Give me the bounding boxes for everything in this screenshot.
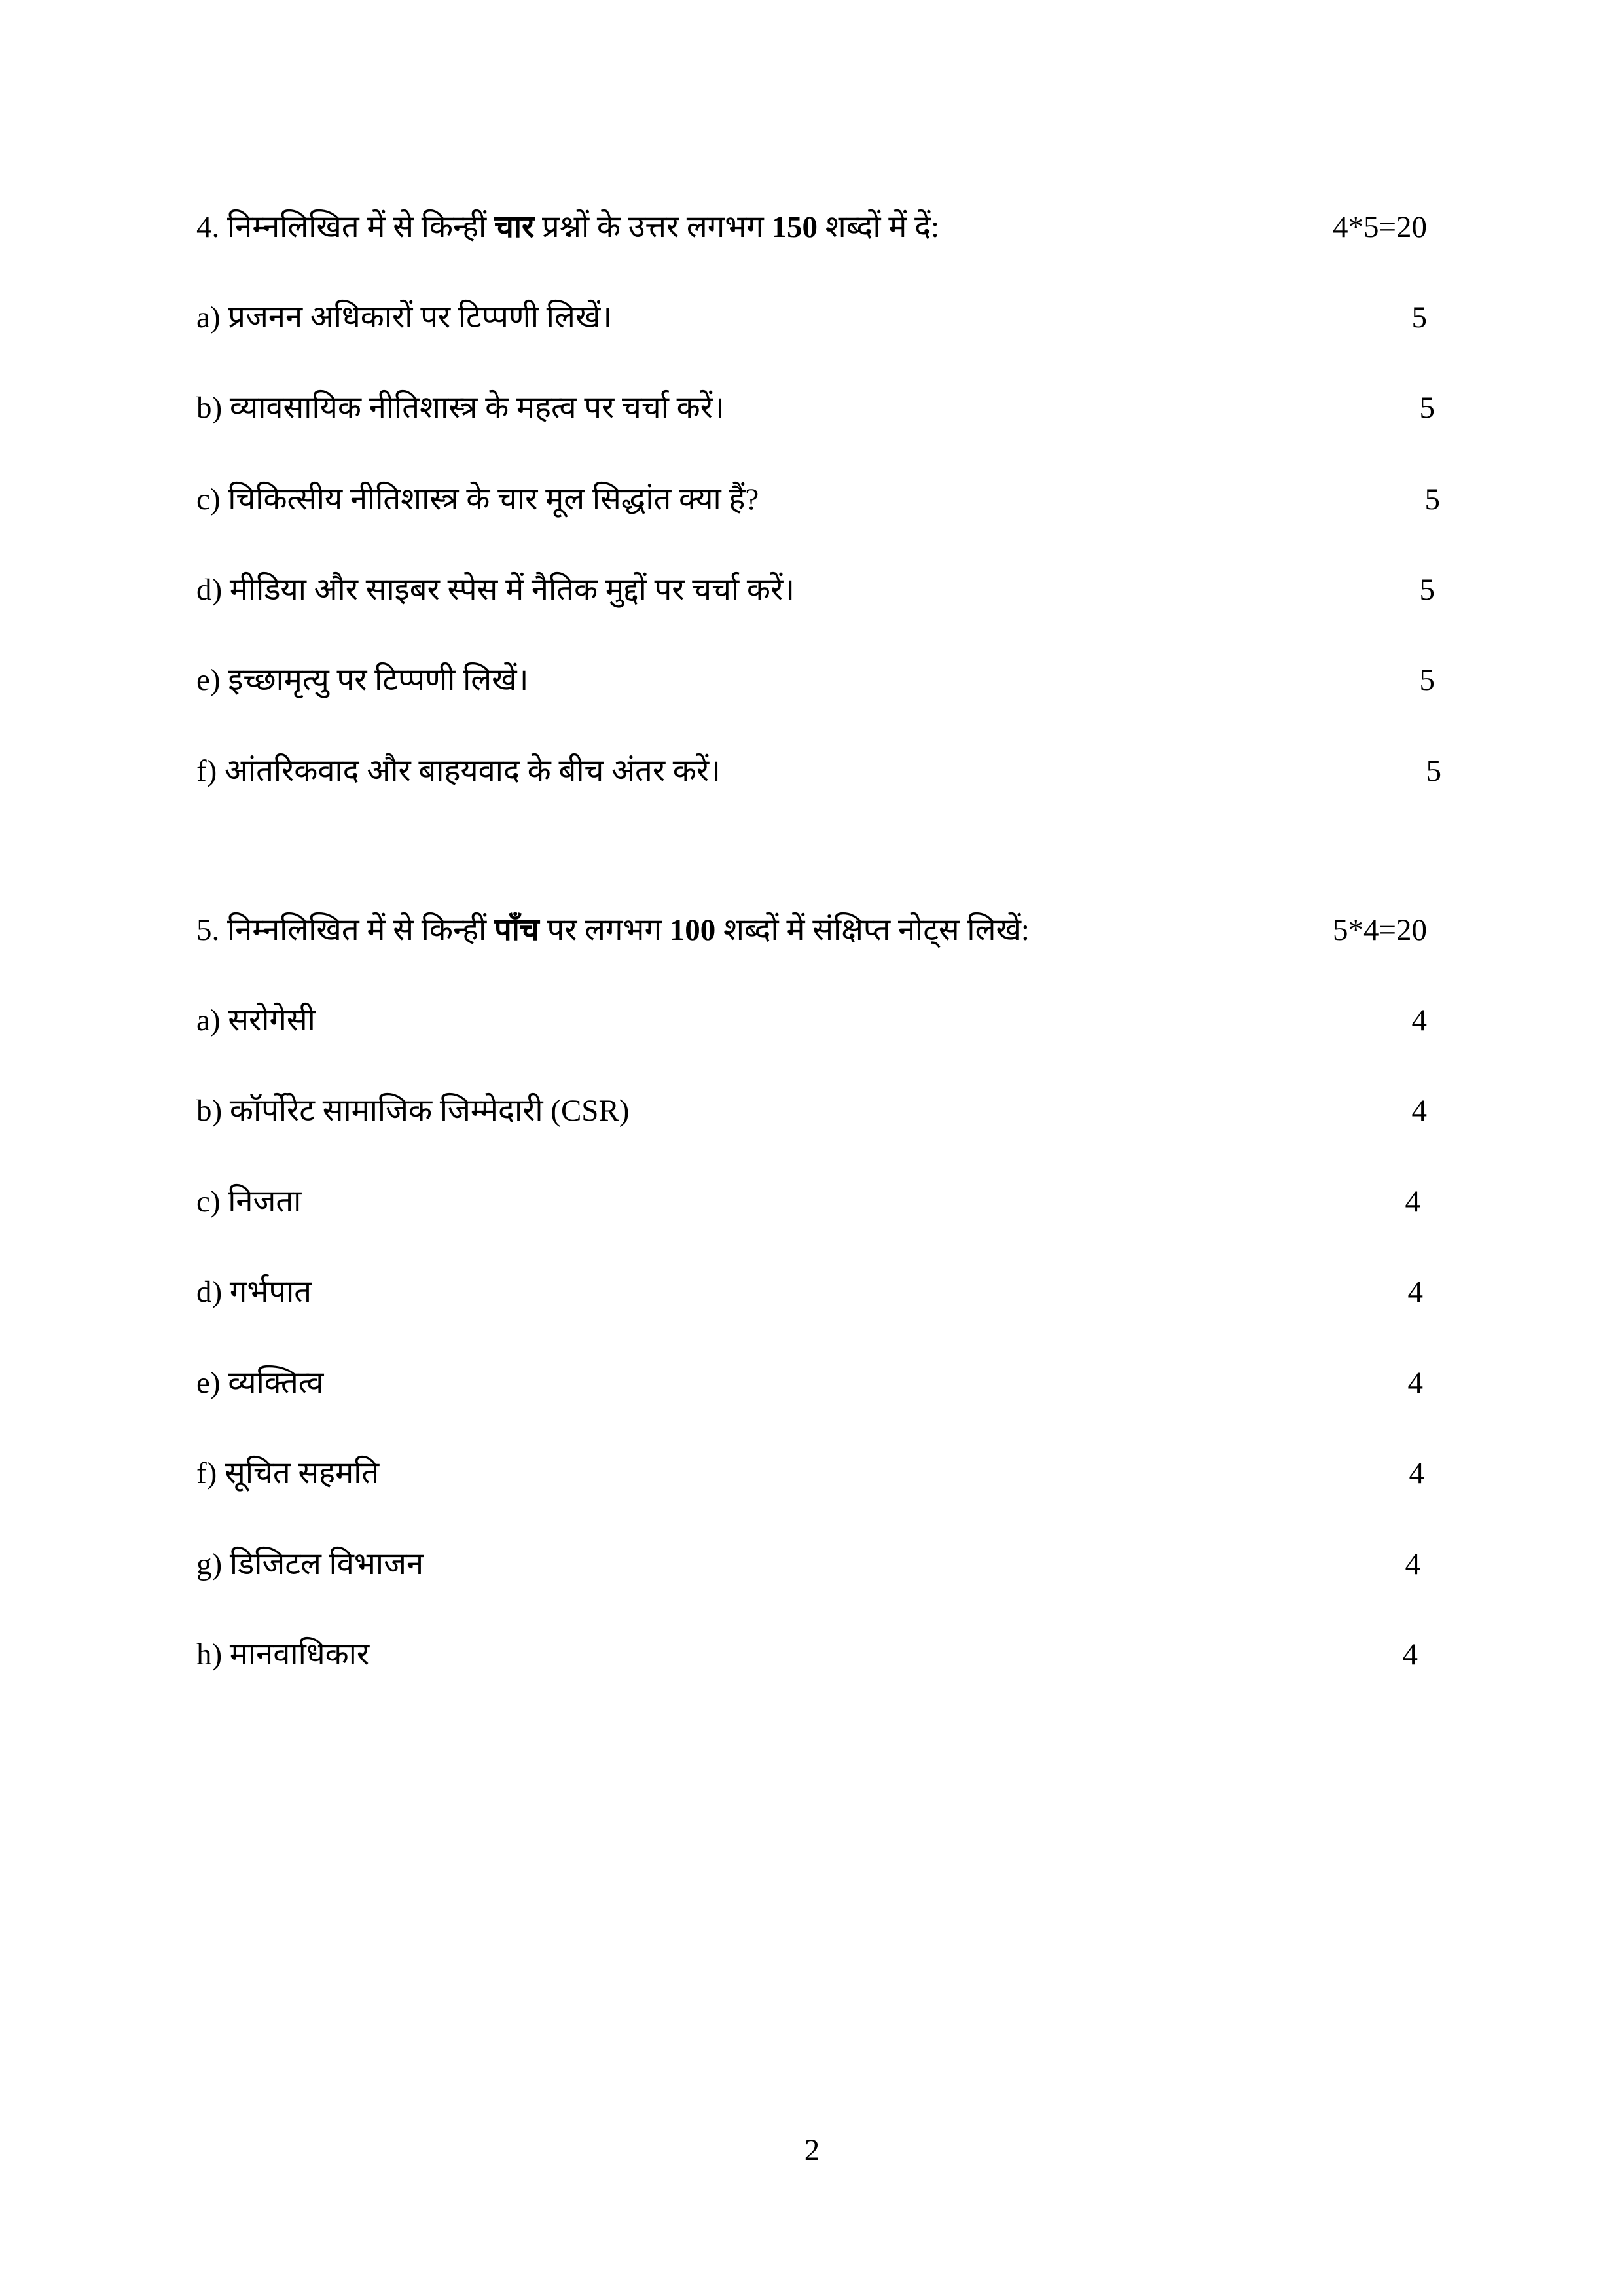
question-5d-marks: 4 [1407,1275,1423,1309]
question-4f-marks: 5 [1426,754,1441,788]
question-5d-text: d) गर्भपात [196,1275,312,1309]
list-item [0,288,1624,347]
question-5b-marks: 4 [1411,1094,1427,1128]
list-item [0,378,1624,437]
question-4b-marks: 5 [1419,391,1435,425]
question-5f-marks: 4 [1409,1456,1424,1490]
question-5g-text: g) डिजिटल विभाजन [196,1547,424,1581]
question-5c-marks: 4 [1405,1185,1420,1219]
question-5-marks: 5*4=20 [1332,913,1427,947]
page-number: 2 [804,2133,820,2167]
question-5g-marks: 4 [1405,1547,1420,1581]
q4-suffix: शब्दों में दें: [818,210,940,244]
question-5a-text: a) सरोगेसी [196,1003,316,1037]
question-5b-text: b) कॉर्पोरेट सामाजिक जिम्मेदारी (CSR) [196,1094,630,1128]
question-4-text [196,198,939,257]
q4-word-count: 150 [771,210,818,244]
list-item [0,1444,1624,1503]
question-4d-marks: 5 [1419,573,1435,607]
question-4c-marks: 5 [1424,482,1440,516]
q5-bold-count-word: पाँच [494,913,539,947]
list-item [0,1172,1624,1231]
list-item [0,560,1624,619]
list-item [0,470,1624,529]
list-item [0,1354,1624,1412]
list-item [0,742,1624,800]
question-4a-text: a) प्रजनन अधिकारों पर टिप्पणी लिखें। [196,300,613,334]
list-item [0,991,1624,1050]
question-4a-marks: 5 [1411,300,1427,334]
question-4b-text: b) व्यावसायिक नीतिशास्त्र के महत्व पर चर्चा करें। [196,391,725,425]
q5-suffix: शब्दों में संक्षिप्त नोट्स लिखें: [715,913,1030,947]
question-5e-marks: 4 [1407,1366,1423,1400]
question-4-heading [0,198,1624,257]
question-4e-text: e) इच्छामृत्यु पर टिप्पणी लिखें। [196,663,529,697]
question-5h-marks: 4 [1402,1638,1418,1672]
question-5-text [196,901,1030,960]
question-5a-marks: 4 [1411,1003,1427,1037]
q5-word-count: 100 [669,913,716,947]
question-4-marks: 4*5=20 [1332,210,1427,244]
list-item [0,1535,1624,1594]
q5-prefix: 5. निम्नलिखित में से किन्हीं [196,913,494,947]
list-item [0,1263,1624,1321]
question-4e-marks: 5 [1419,663,1435,697]
question-5h-text: h) मानवाधिकार [196,1638,370,1672]
q5-middle: पर लगभग [539,913,670,947]
list-item [0,1625,1624,1684]
question-5-heading [0,901,1624,960]
q4-prefix: 4. निम्नलिखित में से किन्हीं [196,210,494,244]
question-5f-text: f) सूचित सहमति [196,1456,380,1490]
question-5e-text: e) व्यक्तित्व [196,1366,324,1400]
question-5c-text: c) निजता [196,1185,302,1219]
q4-bold-count-word: चार [494,210,535,244]
question-4f-text: f) आंतरिकवाद और बाहयवाद के बीच अंतर करें। [196,754,721,788]
question-4d-text: d) मीडिया और साइबर स्पेस में नैतिक मुद्दों पर चर्चा करें। [196,573,795,607]
q4-middle: प्रश्नों के उत्तर लगभग [534,210,772,244]
question-4c-text: c) चिकित्सीय नीतिशास्त्र के चार मूल सिद्धांत क्या हैं? [196,482,759,516]
list-item [0,1081,1624,1140]
list-item [0,651,1624,709]
